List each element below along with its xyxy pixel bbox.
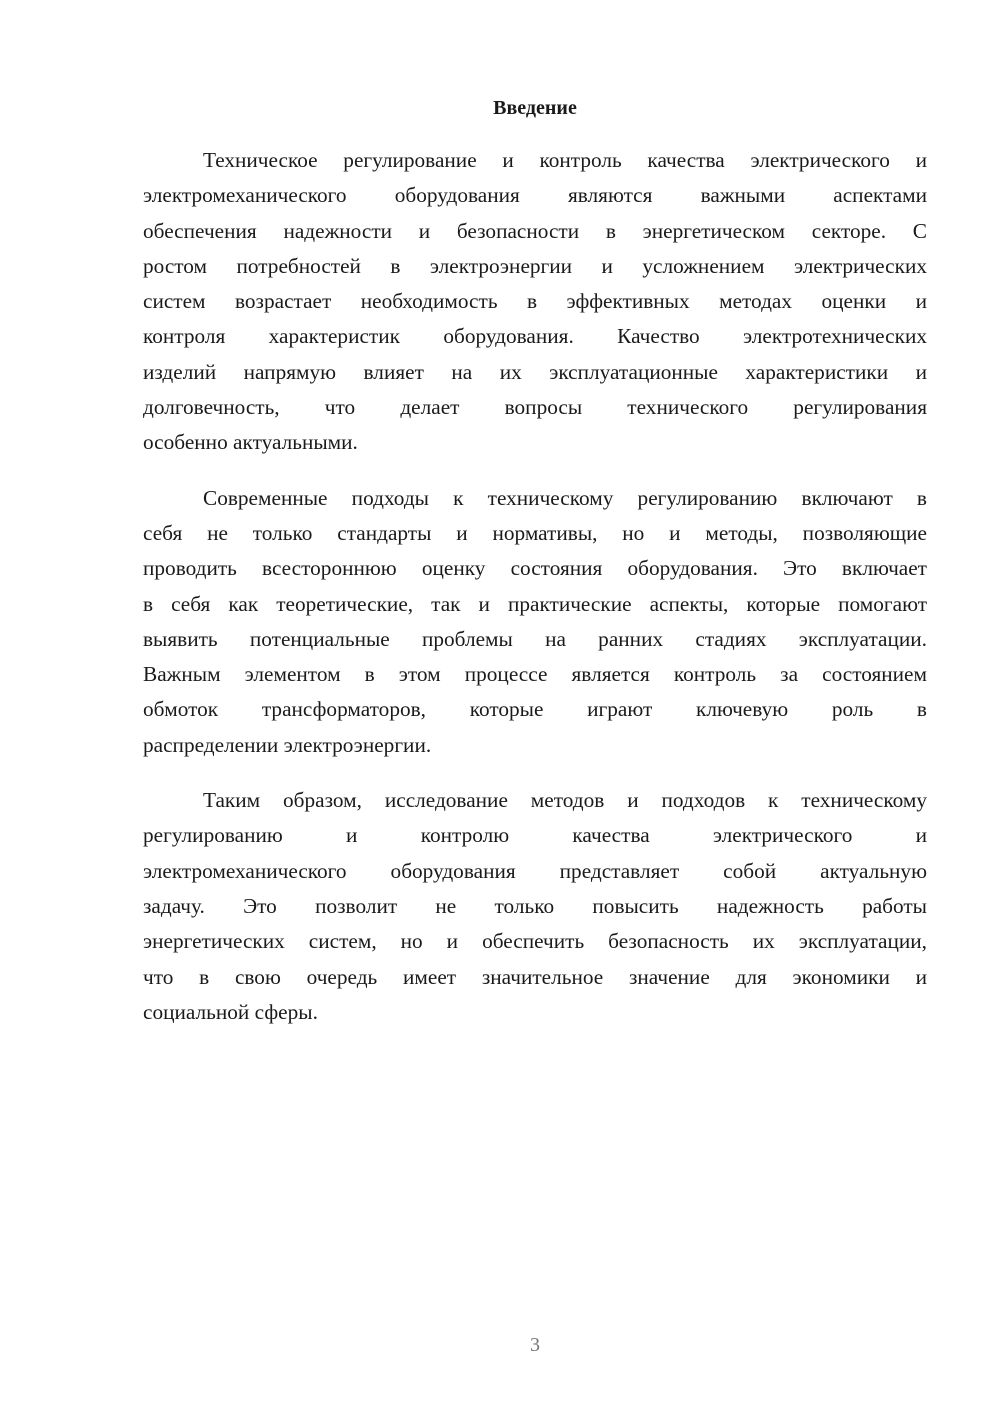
page-title: Введение — [493, 97, 577, 119]
page-number: 3 — [530, 1334, 540, 1356]
text-line: себя не только стандарты и нормативы, но и методы, позволяющие — [143, 520, 927, 545]
text-line: в себя как теоретические, так и практические аспекты, которые помогают — [143, 591, 927, 616]
paragraph — [143, 143, 927, 461]
text-line: ростом потребностей в электроэнергии и усложнением электрических — [143, 253, 927, 278]
text-line: Важным элементом в этом процессе является контроль за состоянием — [143, 662, 927, 687]
text-line: систем возрастает необходимость в эффективных методах оценки и — [143, 289, 927, 314]
text-line: Таким образом, исследование методов и подходов к техническому — [203, 788, 927, 813]
text-line: энергетических систем, но и обеспечить безопасность их эксплуатации, — [143, 929, 927, 954]
text-line: Современные подходы к техническому регулированию включают в — [203, 485, 927, 510]
text-line: контроля характеристик оборудования. Качество электротехнических — [143, 324, 927, 349]
text-line: задачу. Это позволит не только повысить надежность работы — [143, 893, 927, 918]
paragraph — [143, 783, 927, 1030]
text-line: долговечность, что делает вопросы технического регулирования — [143, 395, 927, 420]
text-line: электромеханического оборудования представляет собой актуальную — [143, 858, 927, 883]
text-line: проводить всестороннюю оценку состояния оборудования. Это включает — [143, 556, 927, 581]
text-line: Техническое регулирование и контроль качества электрического и — [203, 148, 927, 172]
text-line: что в свою очередь имеет значительное значение для экономики и — [143, 964, 927, 989]
text-line: выявить потенциальные проблемы на ранних стадиях эксплуатации. — [143, 626, 927, 651]
text-line: обеспечения надежности и безопасности в энергетическом секторе. С — [143, 218, 927, 243]
text-line: обмоток трансформаторов, которые играют ключевую роль в — [143, 697, 927, 722]
document-body — [143, 143, 927, 1050]
text-line: электромеханического оборудования являются важными аспектами — [143, 183, 927, 208]
text-line: социальной сферы. — [143, 999, 318, 1024]
text-line: особенно актуальными. — [143, 430, 358, 455]
text-line: изделий напрямую влияет на их эксплуатационные характеристики и — [143, 359, 927, 384]
paragraph — [143, 481, 927, 763]
text-line: распределении электроэнергии. — [143, 732, 432, 757]
text-line: регулированию и контролю качества электрического и — [143, 823, 927, 848]
